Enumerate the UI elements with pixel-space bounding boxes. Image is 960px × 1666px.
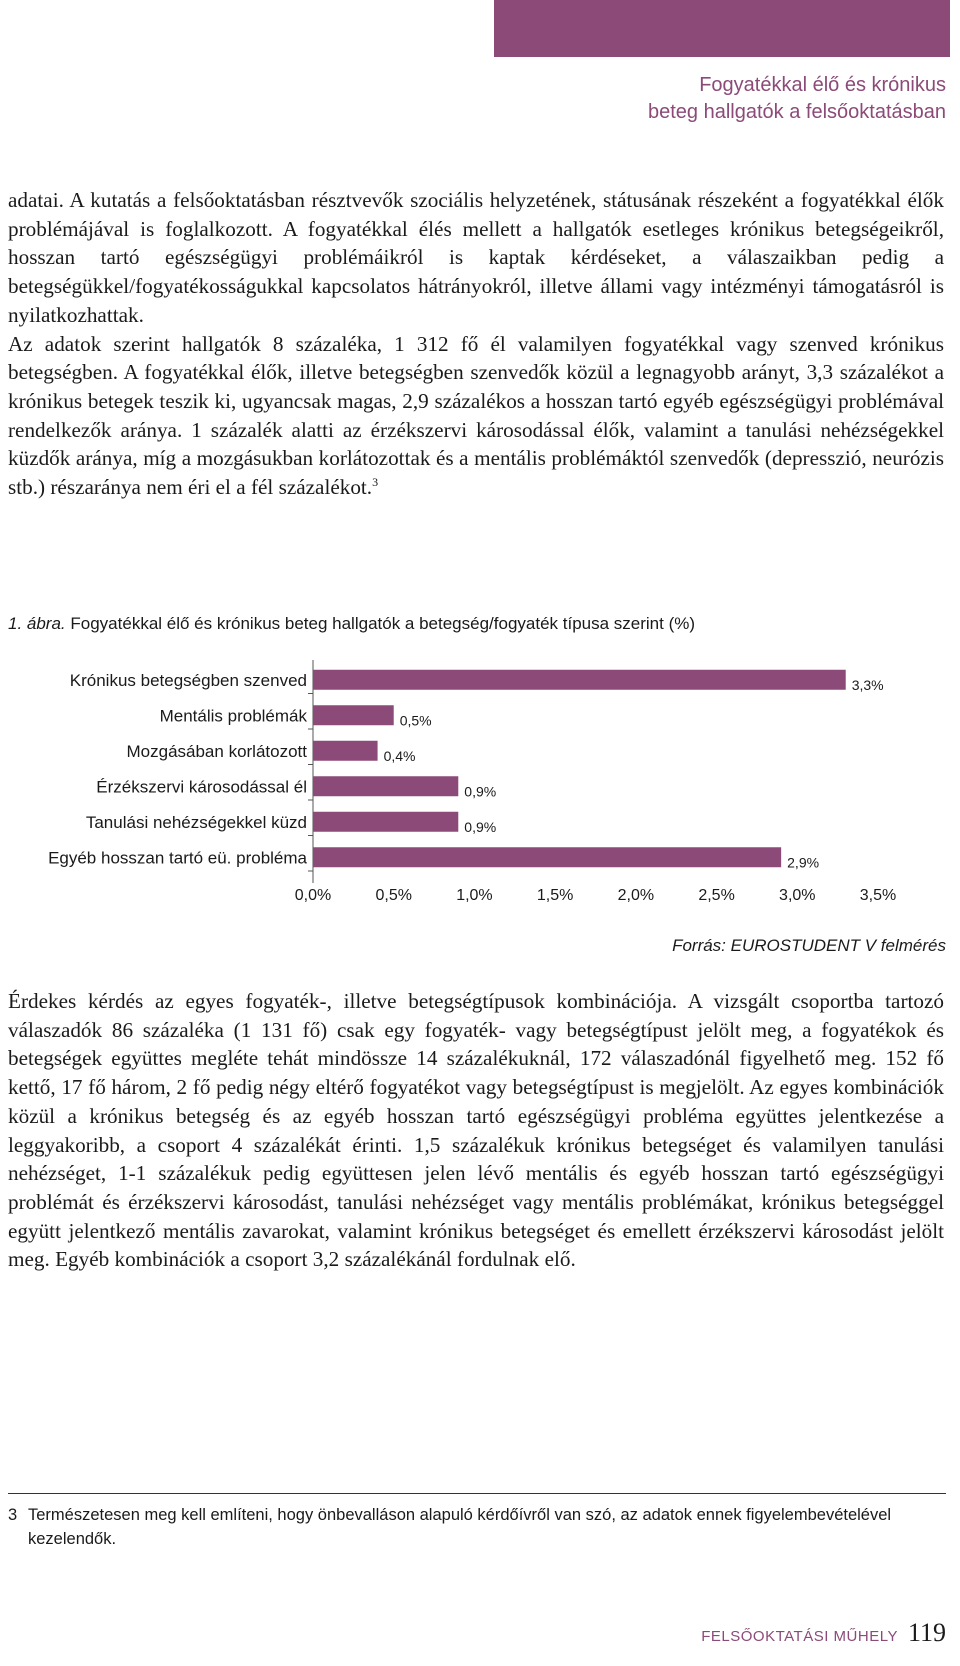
footnote-number: 3 [8, 1506, 18, 1524]
data-label: 0,5% [399, 712, 432, 729]
category-label: Mozgásában korlátozott [126, 741, 307, 761]
x-tick-label: 0,5% [375, 887, 412, 904]
figure-caption-text: Fogyatékkal élő és krónikus beteg hallgatók a betegség/fogyaték típusa szerint (%) [70, 614, 696, 633]
paragraph-3: Érdekes kérdés az egyes fogyaték-, illetve betegségtípusok kombinációja. A vizsgált csoportba tartozó válaszadók 86 százaléka (1 131 fő) csak egy fogyaték- vagy betegségtípust jelölt meg, a fogyatékok és betegségek együttes megléte tehát mindössze 14 százalékuknál, 172 válaszadónál figyelhető meg. 152 fő kettő, 17 fő három, 2 fő pedig négy eltérő fogyatékot vagy betegségtípust is megjelölt. Az egyes kombinációk közül a krónikus betegség és az egyéb hosszan tartó egészségügyi probléma együttes jelentkezése a leggyakoribb, a csoport 4 százalékát érinti. 1,5 százalékuk krónikus betegséget és valamilyen tanulási nehézséget, 1-1 százalékuk pedig együttesen jelen lévő mentális és egyéb hosszan tartó egészségügyi problémát és érzékszervi károsodást, tanulási nehézséget vagy mentális problémákat, krónikus betegséggel együtt jelentkező mentális zavarokat, valamint krónikus betegséget és emellett érzékszervi károsodást jelölt meg. Egyéb kombinációk a csoport 3,2 százalékánál fordulnak elő. [8, 989, 944, 1272]
x-tick-label: 3,5% [859, 887, 897, 904]
bar [313, 705, 394, 725]
data-label: 0,9% [464, 783, 497, 800]
category-label: Krónikus betegségben szenved [69, 670, 307, 690]
x-tick-label: 1,0% [456, 887, 493, 904]
running-title-line2: beteg hallgatók a felsőoktatásban [648, 101, 946, 123]
journal-name: FELSŐOKTATÁSI MŰHELY [701, 1628, 898, 1645]
page-number: 119 [907, 1618, 946, 1647]
footnote-reference: 3 [372, 474, 379, 489]
category-label: Mentális problémák [159, 706, 307, 726]
data-label: 2,9% [787, 854, 820, 871]
figure-caption [8, 614, 948, 634]
footnote-divider [8, 1493, 946, 1494]
header-color-band [494, 0, 950, 57]
body-text-top [8, 186, 944, 502]
category-label: Egyéb hosszan tartó eü. probléma [48, 848, 307, 868]
bar [313, 670, 846, 690]
footnote-text: Természetesen meg kell említeni, hogy önbevalláson alapuló kérdőívről van szó, az adatok ennek figyelembevételével kezelendők. [28, 1506, 892, 1548]
x-tick-label: 0,0% [294, 887, 332, 904]
paragraph-2 [8, 330, 944, 502]
data-label: 0,9% [464, 818, 497, 835]
figure-number: 1. ábra. [8, 614, 66, 633]
bar-chart-svg [0, 660, 960, 930]
page-footer [701, 1618, 946, 1648]
body-text-bottom [8, 987, 944, 1274]
figure-source: Forrás: EUROSTUDENT V felmérés [672, 936, 946, 955]
paragraph-1: adatai. A kutatás a felsőoktatásban résztvevők szociális helyzetének, státusának részeként a fogyatékkal élők problémájával is foglalkozott. A fogyatékkal élés mellett a hallgatók esetleges krónikus betegségeikről, hosszan tartó egészségügyi problémáikról is kaptak kérdéseket, a válaszaikban pedig a betegségükkel/fogyatékosságukkal kapcsolatos hátrányokról, illetve állami vagy intézményi támogatásról is nyilatkozhattak. [8, 188, 944, 327]
bar [313, 812, 458, 832]
x-tick-label: 1,5% [536, 887, 574, 904]
running-title-line1: Fogyatékkal élő és krónikus [699, 74, 946, 96]
bar-chart [0, 660, 960, 930]
data-label: 0,4% [383, 747, 416, 764]
footnote [8, 1503, 946, 1551]
bar [313, 741, 378, 761]
category-label: Tanulási nehézségekkel küzd [85, 812, 307, 832]
x-tick-label: 3,0% [779, 887, 816, 904]
x-tick-label: 2,5% [698, 887, 735, 904]
paragraph-2-text: Az adatok szerint hallgatók 8 százaléka, 1 312 fő él valamilyen fogyatékkal vagy szenved krónikus betegségben. A fogyatékkal élők, illetve betegségben szenvedők közül a legnagyobb arányt, 3,3 százalékot a krónikus betegek teszik ki, ugyancsak magas, 2,9 százalékos a hosszan tartó egyéb egészségügyi problémával rendelkezők aránya. 1 százalék alatti az érzékszervi károsodással élők, valamint a tanulási nehézségekkel küzdők aránya, míg a mozgásukban korlátozottak és a mentális problémáktól szenvedők (depresszió, neurózis stb.) részaránya nem éri el a fél százalékot. [8, 331, 944, 500]
bar [313, 847, 781, 867]
data-label: 3,3% [851, 676, 884, 693]
x-tick-label: 2,0% [617, 887, 655, 904]
bar [313, 776, 458, 796]
running-title [648, 72, 946, 126]
category-label: Érzékszervi károsodással él [96, 777, 307, 797]
